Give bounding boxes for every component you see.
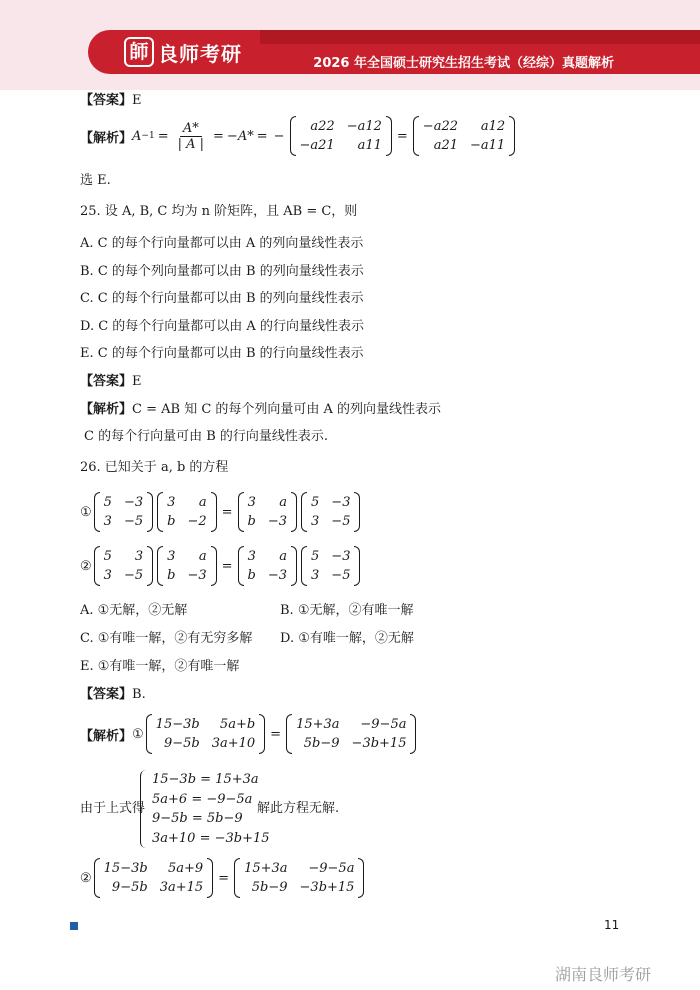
q24-choice: 选 E. <box>80 173 111 188</box>
system-line: 3a+10 = −3b+15 <box>152 830 270 846</box>
q25-stem: 25. 设 A, B, C 均为 n 阶矩阵，且 AB = C，则 <box>80 204 358 219</box>
q26-option-d: D. ①有唯一解，②无解 <box>280 631 414 646</box>
q26-equation-1: ① 5 −3 3 −5 3 a b −2 = 3 a b −3 5 −3 3 −5 <box>80 492 362 532</box>
q25-option-e: E. C 的每个行向量都可以由 B 的行向量线性表示 <box>80 346 364 361</box>
system-result: 解此方程无解. <box>257 801 340 816</box>
q26-stem: 26. 已知关于 a, b 的方程 <box>80 460 229 475</box>
q26-analysis-1: 【解析】 ① 15−3b 5a+b 9−5b 3a+10 = 15+3a −9−5a 5b−9 −3b+15 <box>80 714 418 754</box>
system-brace <box>140 770 148 848</box>
q25-option-a: A. C 的每个行向量都可以由 A 的列向量线性表示 <box>80 236 364 251</box>
system-intro: 由于上式得 <box>80 801 146 816</box>
system-line: 5a+6 = −9−5a <box>152 791 253 807</box>
footer-marker <box>70 922 78 930</box>
q26-analysis-2: ② 15−3b 5a+9 9−5b 3a+15 = 15+3a −9−5a 5b−9 −3b+15 <box>80 858 366 898</box>
q25-option-c: C. C 的每个行向量都可以由 B 的列向量线性表示 <box>80 291 364 306</box>
q25-answer: 【答案】E <box>80 374 142 389</box>
equation-system <box>140 768 270 850</box>
q26-equation-2: ② 5 3 3 −5 3 a b −3 = 3 a b −3 5 −3 3 −5 <box>80 546 362 586</box>
q25-analysis-line2: C 的每个行向量可由 B 的行向量线性表示. <box>84 429 329 444</box>
adjugate-matrix: a22 −a12 −a21 a11 <box>290 116 392 156</box>
result-matrix: −a22 a12 a21 −a11 <box>413 116 515 156</box>
q25-analysis: 【解析】C = AB 知 C 的每个列向量可由 A 的列向量线性表示 <box>80 402 442 417</box>
logo-text: 良师考研 <box>158 42 242 66</box>
q25-option-b: B. C 的每个列向量都可以由 B 的列向量线性表示 <box>80 264 364 279</box>
q26-option-e: E. ①有唯一解，②有唯一解 <box>80 659 240 674</box>
q25-option-d: D. C 的每个行向量都可以由 A 的行向量线性表示 <box>80 319 364 334</box>
q26-option-c: C. ①有唯一解，②有无穷多解 <box>80 631 253 646</box>
exam-title: 2026 年全国硕士研究生招生考试（经综）真题解析 <box>313 56 614 71</box>
adjugate-fraction: $\frac{A*}{| A |}$ <box>177 120 205 152</box>
header-banner-stripe <box>260 30 700 44</box>
system-line: 9−5b = 5b−9 <box>152 811 243 826</box>
page-number: 11 <box>604 918 620 932</box>
q24-answer: 【答案】E <box>80 93 142 108</box>
q26-option-b: B. ①无解，②有唯一解 <box>280 603 414 618</box>
q26-answer: 【答案】B. <box>80 687 146 702</box>
q26-option-a: A. ①无解，②无解 <box>80 603 188 618</box>
q24-analysis: 【解析】 A −1 = $\frac{A*}{| A |}$ = −A* = − a22 −a12 −a21 a11 = −a22 a12 a21 −a11 <box>80 116 517 156</box>
system-line: 15−3b = 15+3a <box>152 772 259 787</box>
watermark: 湖南良师考研 <box>555 965 652 984</box>
logo-icon: 師 <box>124 37 154 67</box>
